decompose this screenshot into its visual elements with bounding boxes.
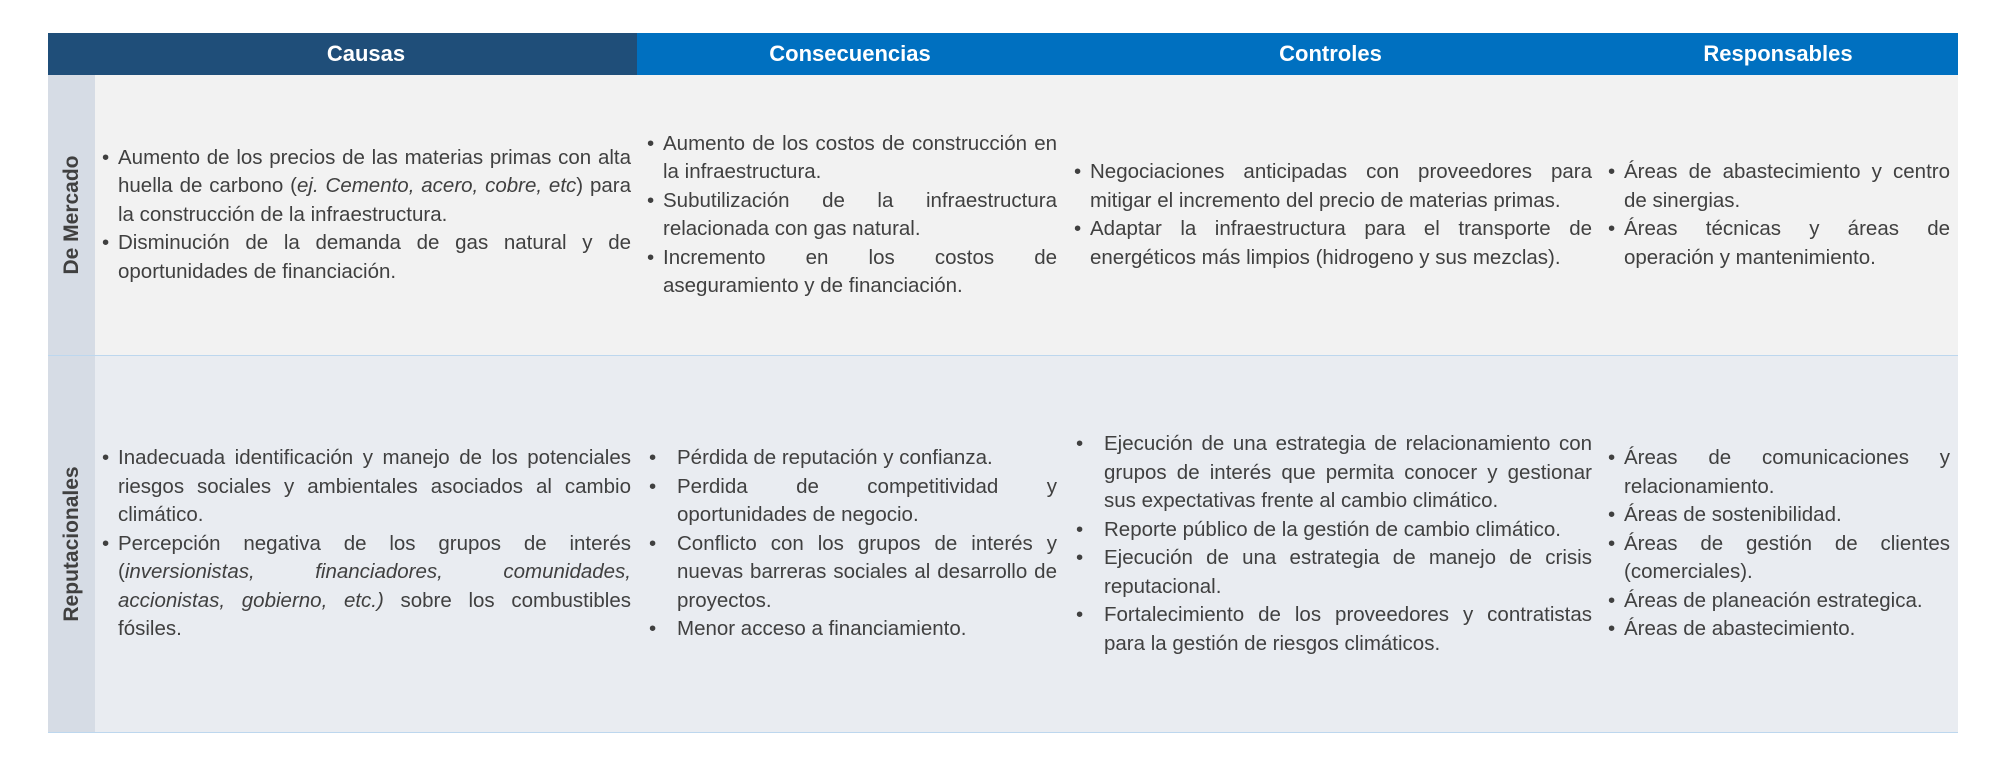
cell-responsables [1598,356,1958,732]
table-header-row [48,33,1958,75]
consecuencias-list [647,130,1057,301]
list-item: • Aumento de los costos de construcción en la infraestructura. [647,130,1057,187]
risk-table [48,33,1958,733]
consecuencias-list [647,444,1057,644]
list-item: • Adaptar la infraestructura para el transporte de energéticos más limpios (hidrogeno y sus mezclas). [1074,215,1592,272]
causas-list [102,144,631,287]
table-row-mercado [48,75,1958,356]
cell-consecuencias [637,75,1063,355]
list-item: • Áreas de sostenibilidad. [1608,501,1950,530]
list-item: • Negociaciones anticipadas con proveedores para mitigar el incremento del precio de materias primas. [1074,158,1592,215]
responsables-list [1608,444,1950,644]
cell-causas [95,75,637,355]
header-causas: Causas [95,33,637,75]
list-item: • Áreas de abastecimiento y centro de sinergias. [1608,158,1950,215]
header-consecuencias: Consecuencias [637,33,1063,75]
list-item: • Conflicto con los grupos de interés y nuevas barreras sociales al desarrollo de proyectos. [647,530,1057,616]
list-item: • Menor acceso a financiamiento. [647,615,1057,644]
cell-controles [1063,356,1598,732]
list-item: • Ejecución de una estrategia de relacionamiento con grupos de interés que permita conocer y gestionar sus expectativas frente al cambio climático. [1074,430,1592,516]
controles-list [1074,430,1592,658]
row-category-cell [48,356,95,732]
list-item: • Reporte público de la gestión de cambio climático. [1074,516,1592,545]
controles-list [1074,158,1592,272]
list-item: • Subutilización de la infraestructura relacionada con gas natural. [647,187,1057,244]
cell-causas [95,356,637,732]
list-item: • Ejecución de una estrategia de manejo de crisis reputacional. [1074,544,1592,601]
list-item: • Inadecuada identificación y manejo de los potenciales riesgos sociales y ambientales asociados al cambio climático. [102,444,631,530]
list-item: • Percepción negativa de los grupos de interés (inversionistas, financiadores, comunidades, accionistas, gobierno, etc.) sobre los combustibles fósiles. [102,530,631,644]
header-corner-cell [48,33,95,75]
table-row-reputacionales [48,356,1958,733]
header-responsables: Responsables [1598,33,1958,75]
list-item: • Aumento de los precios de las materias primas con alta huella de carbono (ej. Cemento, acero, cobre, etc) para la construcción de la infraestructura. [102,144,631,230]
row-category-label: Reputacionales [59,466,83,622]
responsables-list [1608,158,1950,272]
list-item: • Disminución de la demanda de gas natural y de oportunidades de financiación. [102,229,631,286]
list-item: • Fortalecimiento de los proveedores y contratistas para la gestión de riesgos climáticos. [1074,601,1592,658]
list-item: • Áreas de gestión de clientes (comerciales). [1608,530,1950,587]
row-category-label: De Mercado [59,155,83,275]
list-item: • Pérdida de reputación y confianza. [647,444,1057,473]
header-controles: Controles [1063,33,1598,75]
cell-consecuencias [637,356,1063,732]
list-item: • Incremento en los costos de aseguramiento y de financiación. [647,244,1057,301]
cell-responsables [1598,75,1958,355]
row-category-cell [48,75,95,355]
list-item: • Áreas de comunicaciones y relacionamiento. [1608,444,1950,501]
list-item: • Áreas de abastecimiento. [1608,615,1950,644]
list-item: • Áreas técnicas y áreas de operación y mantenimiento. [1608,215,1950,272]
list-item: • Perdida de competitividad y oportunidades de negocio. [647,473,1057,530]
list-item: • Áreas de planeación estrategica. [1608,587,1950,616]
causas-list [102,444,631,644]
cell-controles [1063,75,1598,355]
